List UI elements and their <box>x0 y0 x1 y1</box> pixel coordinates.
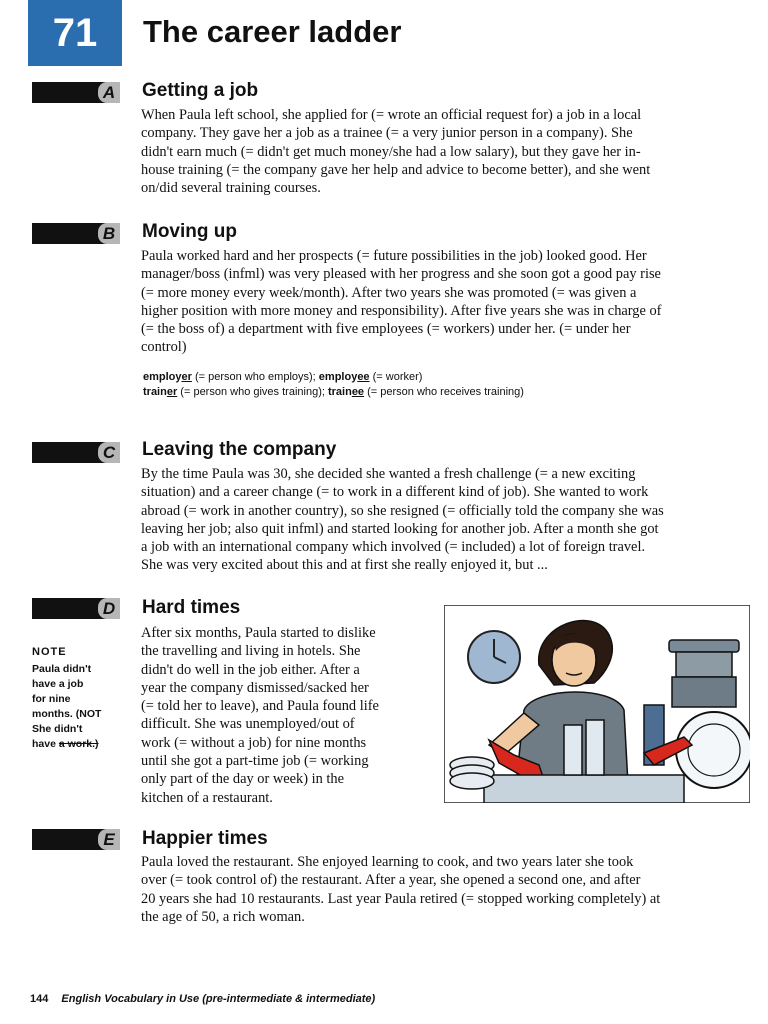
section-c-marker <box>32 442 120 463</box>
note-line: have a job <box>32 678 84 690</box>
word-suffix: ee <box>351 386 365 398</box>
section-e-letter: E <box>98 829 120 850</box>
text-line: a job with an international company which involved (= included) a lot of foreign travel. <box>141 539 646 556</box>
word-base: train <box>143 386 167 398</box>
section-b-letter: B <box>98 223 120 244</box>
word-form-row <box>143 386 524 398</box>
section-c-text <box>141 465 664 575</box>
note-heading: NOTE <box>32 646 67 658</box>
dishwashing-illustration <box>444 605 750 803</box>
text-line: manager/boss (infml) was very pleased with her progress and she soon got a good pay rise <box>141 266 661 283</box>
book-title: English Vocabulary in Use (pre-intermediate & intermediate) <box>61 993 376 1005</box>
page-number: 144 <box>30 993 49 1005</box>
text-line: didn't do well in the job either. After a <box>141 661 360 678</box>
section-d-title: Hard times <box>142 597 241 618</box>
text-line: on/did several training courses. <box>141 180 321 197</box>
section-c-title: Leaving the company <box>142 439 337 460</box>
word-form-row <box>143 371 422 383</box>
text-line: didn't earn much (= didn't get much money/she had a low salary), but they gave her in- <box>141 143 641 160</box>
text-line: abroad (= work in another country), so she resigned (= officially told the company she was <box>141 502 664 519</box>
text-line: difficult. She was unemployed/out of <box>141 716 355 733</box>
text-line: situation) and a career change (= to work in a different kind of job). She wanted to work <box>141 484 649 501</box>
text-line: By the time Paula was 30, she decided she wanted a fresh challenge (= a new exciting <box>141 466 636 482</box>
text-line: control) <box>141 339 187 356</box>
section-d-marker <box>32 598 120 619</box>
page-title: The career ladder <box>143 14 402 49</box>
section-e-title: Happier times <box>142 828 268 849</box>
text-line: only part of the day or week) in the <box>141 771 345 788</box>
section-c-letter: C <box>98 442 120 463</box>
text-line: Paula loved the restaurant. She enjoyed learning to cook, and two years later she took <box>141 854 634 870</box>
note-box <box>32 645 124 752</box>
section-e-text <box>141 853 660 926</box>
text-line: year the company dismissed/sacked her <box>141 679 369 696</box>
section-a-title: Getting a job <box>142 80 259 101</box>
text-line: When Paula left school, she applied for (= wrote an official request for) a job in a local <box>141 107 642 123</box>
word-forms-box <box>143 370 524 400</box>
section-b-title: Moving up <box>142 221 237 242</box>
text-line: kitchen of a restaurant. <box>141 789 273 806</box>
word-gloss: (= person who employs); <box>191 371 319 383</box>
word-suffix: ee <box>357 371 370 383</box>
text-line: company. They gave her a job as a trainee (= a very junior person in a company). She <box>141 125 633 142</box>
note-line: for nine <box>32 693 71 705</box>
note-text: have <box>32 738 59 750</box>
note-line <box>32 737 124 752</box>
text-line: (= the boss of) a department with five employees (= workers) under her. (= under her <box>141 321 631 338</box>
page-footer <box>30 993 375 1005</box>
text-line: house training (= the company gave her help and advice to become better), and she went <box>141 161 651 178</box>
word-suffix: er <box>181 371 192 383</box>
word-suffix: er <box>166 386 178 398</box>
text-line: 20 years she had 10 restaurants. Last year Paula retired (= stopped working completely) at <box>141 890 661 907</box>
word-gloss: (= person who gives training); <box>177 386 328 398</box>
text-line: until she got a part-time job (= working <box>141 753 369 770</box>
word-gloss: (= worker) <box>369 371 423 383</box>
section-d-letter: D <box>98 598 120 619</box>
note-line: months. (NOT <box>32 708 102 720</box>
note-line: Paula didn't <box>32 663 92 675</box>
section-d-text <box>141 624 431 807</box>
text-line: work (= without a job) for nine months <box>141 734 367 751</box>
word-base: employ <box>143 371 182 383</box>
section-a-text <box>141 106 650 197</box>
section-a-marker <box>32 82 120 103</box>
text-line: She was very excited about this and at first she really enjoyed it, but ... <box>141 557 548 574</box>
text-line: (= told her to leave), and Paula found life <box>141 698 379 715</box>
note-struck-text: a work.) <box>58 738 99 750</box>
section-a-letter: A <box>98 82 120 103</box>
word-base: train <box>327 386 352 398</box>
text-line: the age of 50, a rich woman. <box>141 908 305 925</box>
section-b-text <box>141 247 661 357</box>
text-line: higher position with more money and responsibility). After five years she was in charge of <box>141 302 662 319</box>
note-line: She didn't <box>32 723 83 735</box>
text-line: After six months, Paula started to dislike <box>141 625 376 641</box>
text-line: (= more money every week/month). After two years she was promoted (= was given a <box>141 284 637 301</box>
unit-number-badge: 71 <box>28 0 122 66</box>
word-gloss: (= person who receives training) <box>364 386 524 398</box>
section-b-marker <box>32 223 120 244</box>
section-e-marker <box>32 829 120 850</box>
text-line: the travelling and living in hotels. She <box>141 643 361 660</box>
text-line: over (= took control of) the restaurant. After a year, she opened a second one, and after <box>141 872 641 889</box>
text-line: Paula worked hard and her prospects (= future possibilities in the job) looked good. Her <box>141 248 647 264</box>
word-base: employ <box>318 371 358 383</box>
text-line: leaving her job; also quit infml) and started looking for another job. After a month she got <box>141 520 659 537</box>
